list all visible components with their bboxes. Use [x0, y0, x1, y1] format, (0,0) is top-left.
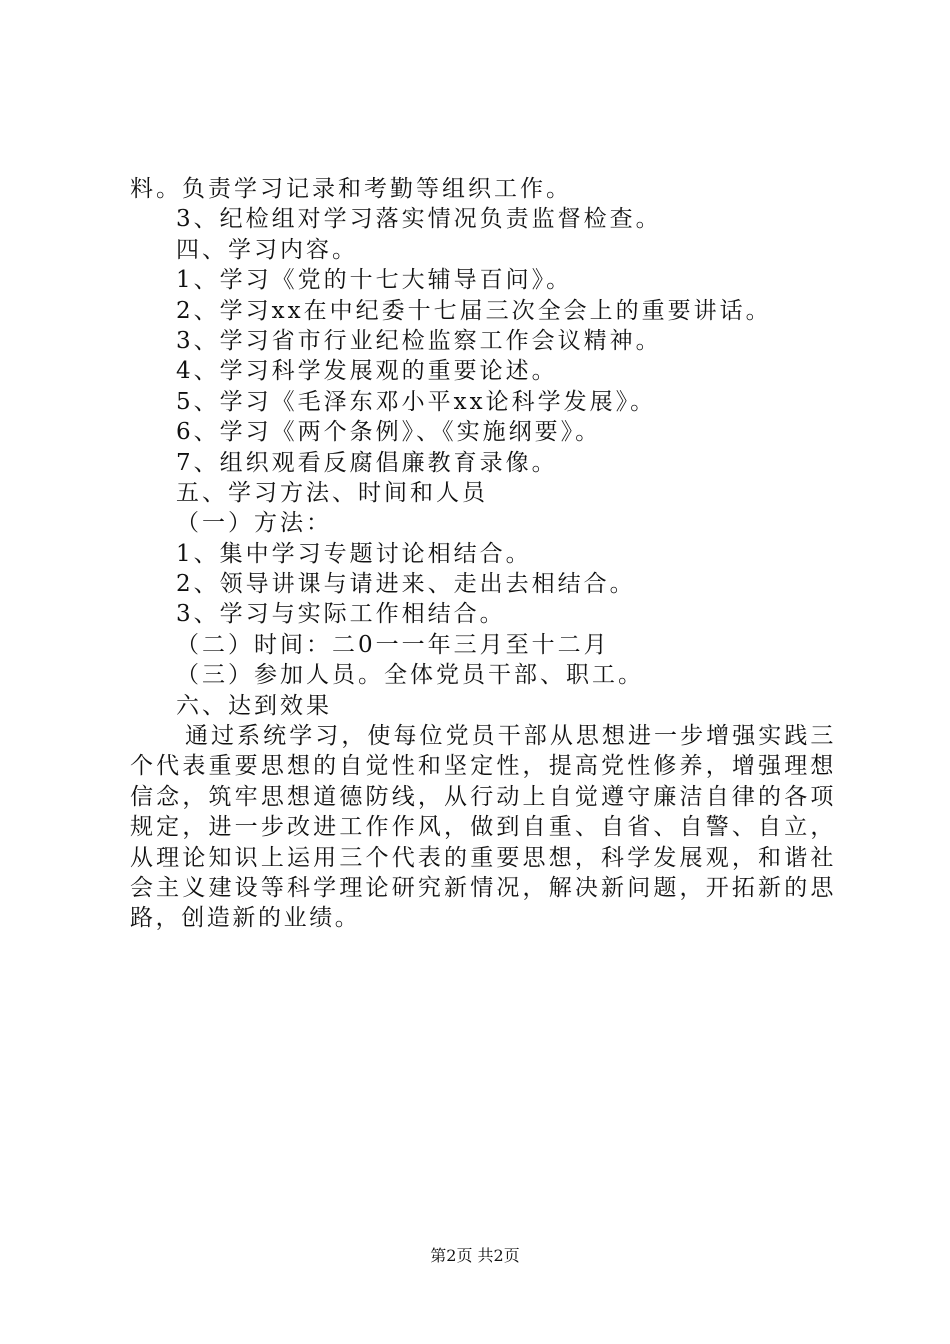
section-heading: 五、学习方法、时间和人员: [176, 479, 488, 506]
closing-paragraph: 通过系统学习，使每位党员干部从思想进一步增强实践三个代表重要思想的自觉性和坚定性，提高党性修养，增强理想信念，筑牢思想道德防线，从行动上自觉遵守廉洁自律的各项规定，进一步改进工作作风，做到自重、自省、自警、自立，从理论知识上运用三个代表的重要思想，科学发展观，和谐社会主义建设等科学理论研究新情况，解决新问题，开拓新的思路，创造新的业绩。: [130, 723, 836, 932]
list-item: 3、学习省市行业纪检监察工作会议精神。: [176, 327, 662, 354]
page-number-footer: 第2页 共2页: [430, 1246, 520, 1265]
list-item: 5、学习《毛泽东邓小平xx论科学发展》。: [176, 388, 657, 415]
list-item: 3、学习与实际工作相结合。: [176, 601, 506, 628]
document-body: [130, 174, 836, 934]
section-heading: 六、达到效果: [176, 692, 332, 719]
subsection-heading: （二）时间：二0一一年三月至十二月: [176, 631, 610, 658]
list-item: 6、学习《两个条例》、《实施纲要》。: [176, 419, 602, 446]
list-item: 1、集中学习专题讨论相结合。: [176, 540, 532, 567]
text-line: 料。负责学习记录和考勤等组织工作。: [130, 176, 572, 202]
list-item: 2、学习xx在中纪委十七届三次全会上的重要讲话。: [176, 297, 772, 324]
text-line: 3、纪检组对学习落实情况负责监督检查。: [176, 206, 662, 233]
section-heading: 四、学习内容。: [176, 236, 358, 263]
list-item: 7、组织观看反腐倡廉教育录像。: [176, 449, 558, 476]
subsection-heading: （一）方法：: [176, 510, 332, 537]
subsection-heading: （三）参加人员。全体党员干部、职工。: [176, 662, 644, 689]
list-item: 2、领导讲课与请进来、走出去相结合。: [176, 571, 636, 598]
list-item: 4、学习科学发展观的重要论述。: [176, 358, 558, 385]
list-item: 1、学习《党的十七大辅导百问》。: [176, 267, 573, 294]
